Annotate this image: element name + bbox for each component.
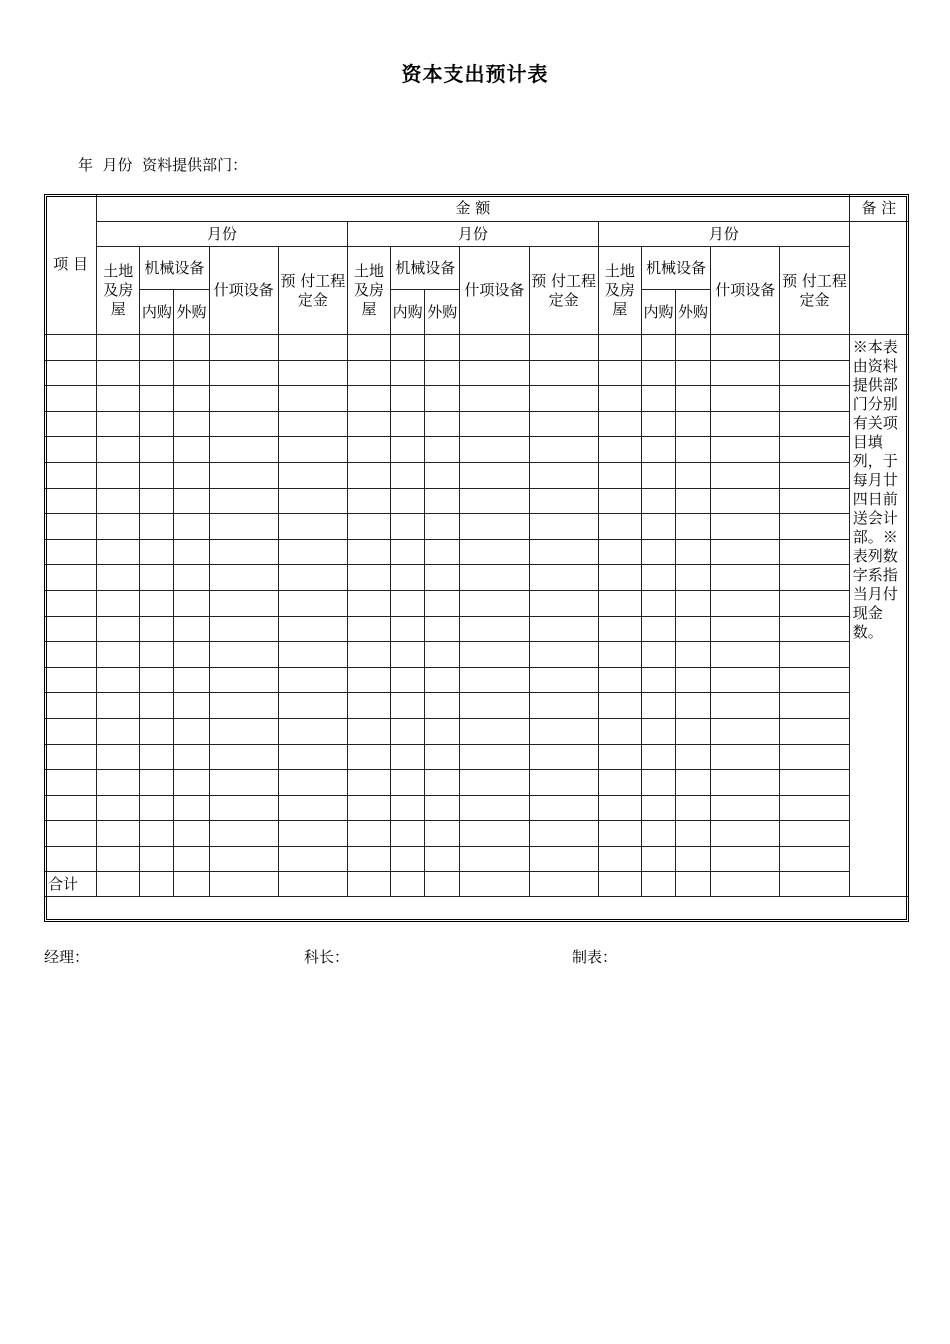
period-department-line: 年 月份 资料提供部门： [78,156,248,174]
machine-header-2: 机械设备 [391,247,460,290]
internal-header-3: 内购 [641,290,675,335]
manager-signature-label: 经理： [44,948,90,966]
section-chief-signature-label: 科长： [304,948,350,966]
misc-header-2: 什项设备 [460,247,529,335]
internal-header-2: 内购 [391,290,425,335]
month-header-3: 月份 [598,222,849,247]
remark-note: ※本表由资料提供部门分别有关项目填列，于每月廿四日前送会计部。※表列数字系指当月付现金数。 [849,335,908,897]
internal-header-1: 内购 [140,290,174,335]
amount-header: 金 额 [97,195,850,222]
external-header-2: 外购 [425,290,460,335]
month-header-2: 月份 [347,222,598,247]
machine-header-1: 机械设备 [140,247,209,290]
external-header-3: 外购 [676,290,711,335]
prepay-header-2: 预 付工程定金 [529,247,598,335]
preparer-signature-label: 制表： [572,948,618,966]
prepay-header-1: 预 付工程定金 [278,247,347,335]
total-label: 合计 [45,872,97,897]
page-title: 资本支出预计表 [401,62,549,86]
remark-header: 备 注 [849,195,908,222]
external-header-1: 外购 [174,290,209,335]
misc-header-1: 什项设备 [209,247,278,335]
item-header: 项 目 [45,195,97,335]
table-outer-border [44,194,909,922]
misc-header-3: 什项设备 [711,247,780,335]
land-header-1: 土地及房屋 [97,247,140,335]
month-header-1: 月份 [97,222,348,247]
land-header-3: 土地及房屋 [598,247,641,335]
prepay-header-3: 预 付工程定金 [780,247,849,335]
land-header-2: 土地及房屋 [347,247,390,335]
machine-header-3: 机械设备 [641,247,710,290]
